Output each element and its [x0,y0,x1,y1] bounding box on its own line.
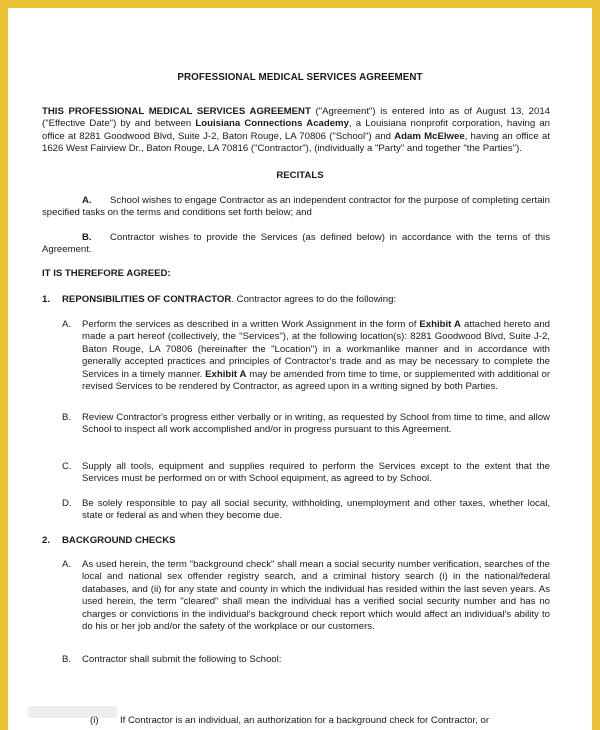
recitals-heading: RECITALS [276,170,324,181]
section-2-item-a [62,559,550,633]
item-text: Be solely responsible to pay all social security, withholding, unemployment and other taxes, whether local, state or federal as and when they become due. [82,498,550,522]
recital-text: Contractor wishes to provide the Services (as defined below) in accordance with the terns of this Agreement. [42,232,550,256]
item-marker: C. [62,461,72,472]
section-1-item-c [62,461,550,486]
section-intro: . Contractor agrees to do the following: [231,294,397,305]
intro-lead: THIS PROFESSIONAL MEDICAL SERVICES AGREEMENT [42,106,311,117]
sub-item-marker: (i) [90,715,99,726]
section-number: 1. [42,294,51,305]
agreed-heading: IT IS THEREFORE AGREED: [42,268,171,279]
section-1-item-b [62,412,550,437]
recital-letter: B. [82,232,92,243]
item-marker: A. [62,319,72,330]
intro-contractor: Adam McElwee [394,130,465,142]
exhibit-a-ref: Exhibit A [205,368,247,380]
intro-paragraph [42,106,550,156]
faint-watermark-shape [28,702,118,722]
section-1-item-a [62,319,550,393]
item-text: Review Contractor's progress either verbally or in writing, as requested by School from time to time, and allow School to inspect all work accomplished and/or in progress pursuant to this Agreement. [82,412,550,436]
item-text: As used herein, the term "background check" shall mean a social security number verification, searches of the local and national sex offender registry search, and a criminal history search (i) in the national/federal databases, and (ii) for any state and county in which the individual has resided within the last seven years. As used herein, the term "cleared" shall mean the individual has a verified social security number and has no charges or convictions in the individual's background check report which would affect an individual's ability to do his or her job and/or the safety of the workplace or our customers. [82,559,550,633]
section-title: BACKGROUND CHECKS [62,535,176,546]
item-text-part: Perform the services as described in a written Work Assignment in the form of [82,319,420,330]
intro-text-2: , a Louisiana nonprofit corporation, having an office at 8281 Goodwood Blvd, Suite J-2, Baton Rouge, LA 70806 ("School") and [42,118,551,142]
section-number: 2. [42,535,51,546]
section-title: REPONSIBILITIES OF CONTRACTOR [62,294,232,305]
item-marker: D. [62,498,72,509]
item-text: Contractor shall submit the following to School: [82,654,282,665]
item-marker: B. [62,412,72,423]
section-1-item-d [62,498,550,523]
intro-text-3: , having an office at 1626 West Fairview Dr., Baton Rouge, LA 70816 ("Contractor"), (individually a "Party" and together "the Parties"). [42,130,550,155]
section-2-heading [42,535,550,547]
section-1-heading [42,294,550,306]
section-2-item-b [62,654,550,666]
item-marker: B. [62,654,72,665]
recital-a [42,195,550,220]
item-marker: A. [62,559,72,570]
item-text-part: attached hereto and made a part hereof (collectively, the "Services"), at the following location(s): 8281 Goodwood Blvd, Suite J-2, Baton Rouge, LA 70806 (hereinafter the "Location") in a workmanlike manner and in accordance with generally accepted practices and principles of Contractor's trade and as may be necessary to complete the Services in a timely manner. [82,319,551,380]
recital-letter: A. [82,195,92,206]
document-title: PROFESSIONAL MEDICAL SERVICES AGREEMENT [177,72,423,83]
document-page [8,8,592,730]
section-2-sub-item-i [90,715,550,727]
intro-text-1: ("Agreement") is entered into as of August 13, 2014 ("Effective Date") by and between [42,106,550,130]
intro-academy: Louisiana Connections Academy [195,118,349,130]
item-text-part: may be amended from time to time, or supplemented with additional or revised Services to be rendered by Contractor, as agreed upon in a writing signed by both Parties. [82,368,551,393]
item-text: Supply all tools, equipment and supplies required to perform the Services except to the extent that the Services must be performed on or with School equipment, as agreed to by School. [82,461,550,485]
recital-text: School wishes to engage Contractor as an independent contractor for the purpose of completing certain specified tasks on the terms and conditions set forth below; and [42,195,550,219]
sub-item-text: If Contractor is an individual, an authorization for a background check for Contractor, or [120,715,490,726]
recital-b [42,232,550,257]
exhibit-a-ref: Exhibit A [419,319,461,330]
item-text [82,319,550,393]
